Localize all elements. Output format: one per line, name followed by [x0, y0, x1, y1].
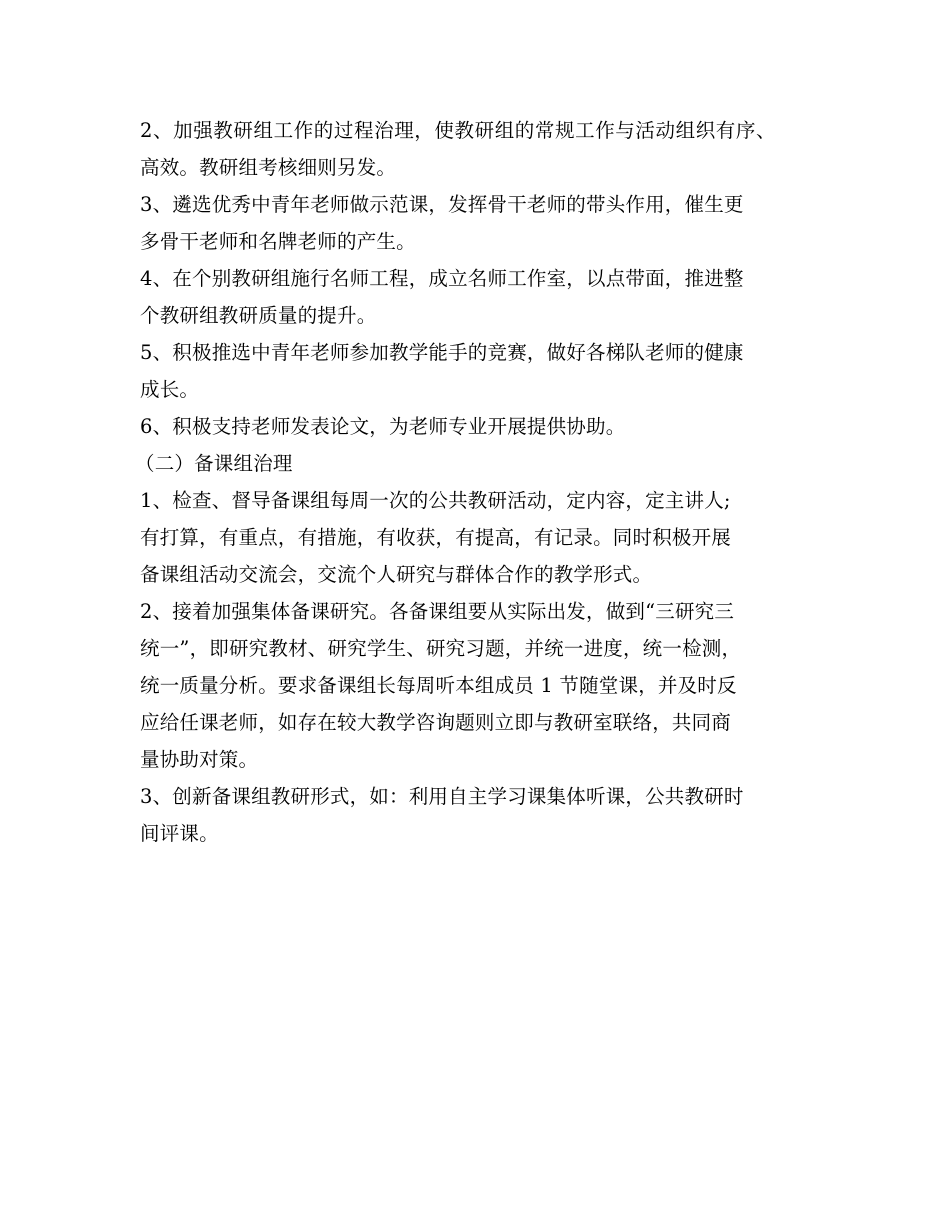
- text-line: 个教研组教研质量的提升。: [140, 304, 377, 327]
- text-line: 4、在个别教研组施行名师工程，成立名师工作室，以点带面，推进整: [140, 267, 744, 290]
- text-line: 统一”，即研究教材、研究学生、研究习题，并统一进度，统一检测，: [140, 637, 742, 660]
- text-line: 3、创新备课组教研形式，如：利用自主学习课集体听课，公共教研时: [140, 785, 744, 808]
- document-body: [135, 112, 830, 852]
- text-line: 3、遴选优秀中青年老师做示范课，发挥骨干老师的带头作用，催生更: [140, 193, 744, 216]
- text-line: 统一质量分析。要求备课组长每周听本组成员 1 节随堂课，并及时反: [140, 674, 737, 697]
- text-line: 应给任课老师，如存在较大教学咨询题则立即与教研室联络，共同商: [140, 711, 732, 734]
- text-line: 5、积极推选中青年老师参加教学能手的竞赛，做好各梯队老师的健康: [140, 341, 744, 364]
- text-line: 成长。: [140, 378, 200, 401]
- text-line: 有打算，有重点，有措施，有收获，有提高，有记录。同时积极开展: [140, 526, 732, 549]
- text-line: 间评课。: [140, 822, 219, 845]
- text-line: 备课组活动交流会，交流个人研究与群体合作的教学形式。: [140, 563, 653, 586]
- text-line: 1、检查、督导备课组每周一次的公共教研活动，定内容，定主讲人;: [140, 489, 731, 512]
- text-line: 量协助对策。: [140, 748, 259, 771]
- text-line: 多骨干老师和名牌老师的产生。: [140, 230, 416, 253]
- section-heading: （二）备课组治理: [135, 452, 293, 475]
- text-line: 2、加强教研组工作的过程治理，使教研组的常规工作与活动组织有序、: [140, 119, 777, 142]
- text-line: 高效。教研组考核细则另发。: [140, 156, 397, 179]
- text-line: 6、积极支持老师发表论文，为老师专业开展提供协助。: [140, 415, 626, 438]
- text-line: 2、接着加强集体备课研究。各备课组要从实际出发，做到“三研究三: [140, 600, 735, 623]
